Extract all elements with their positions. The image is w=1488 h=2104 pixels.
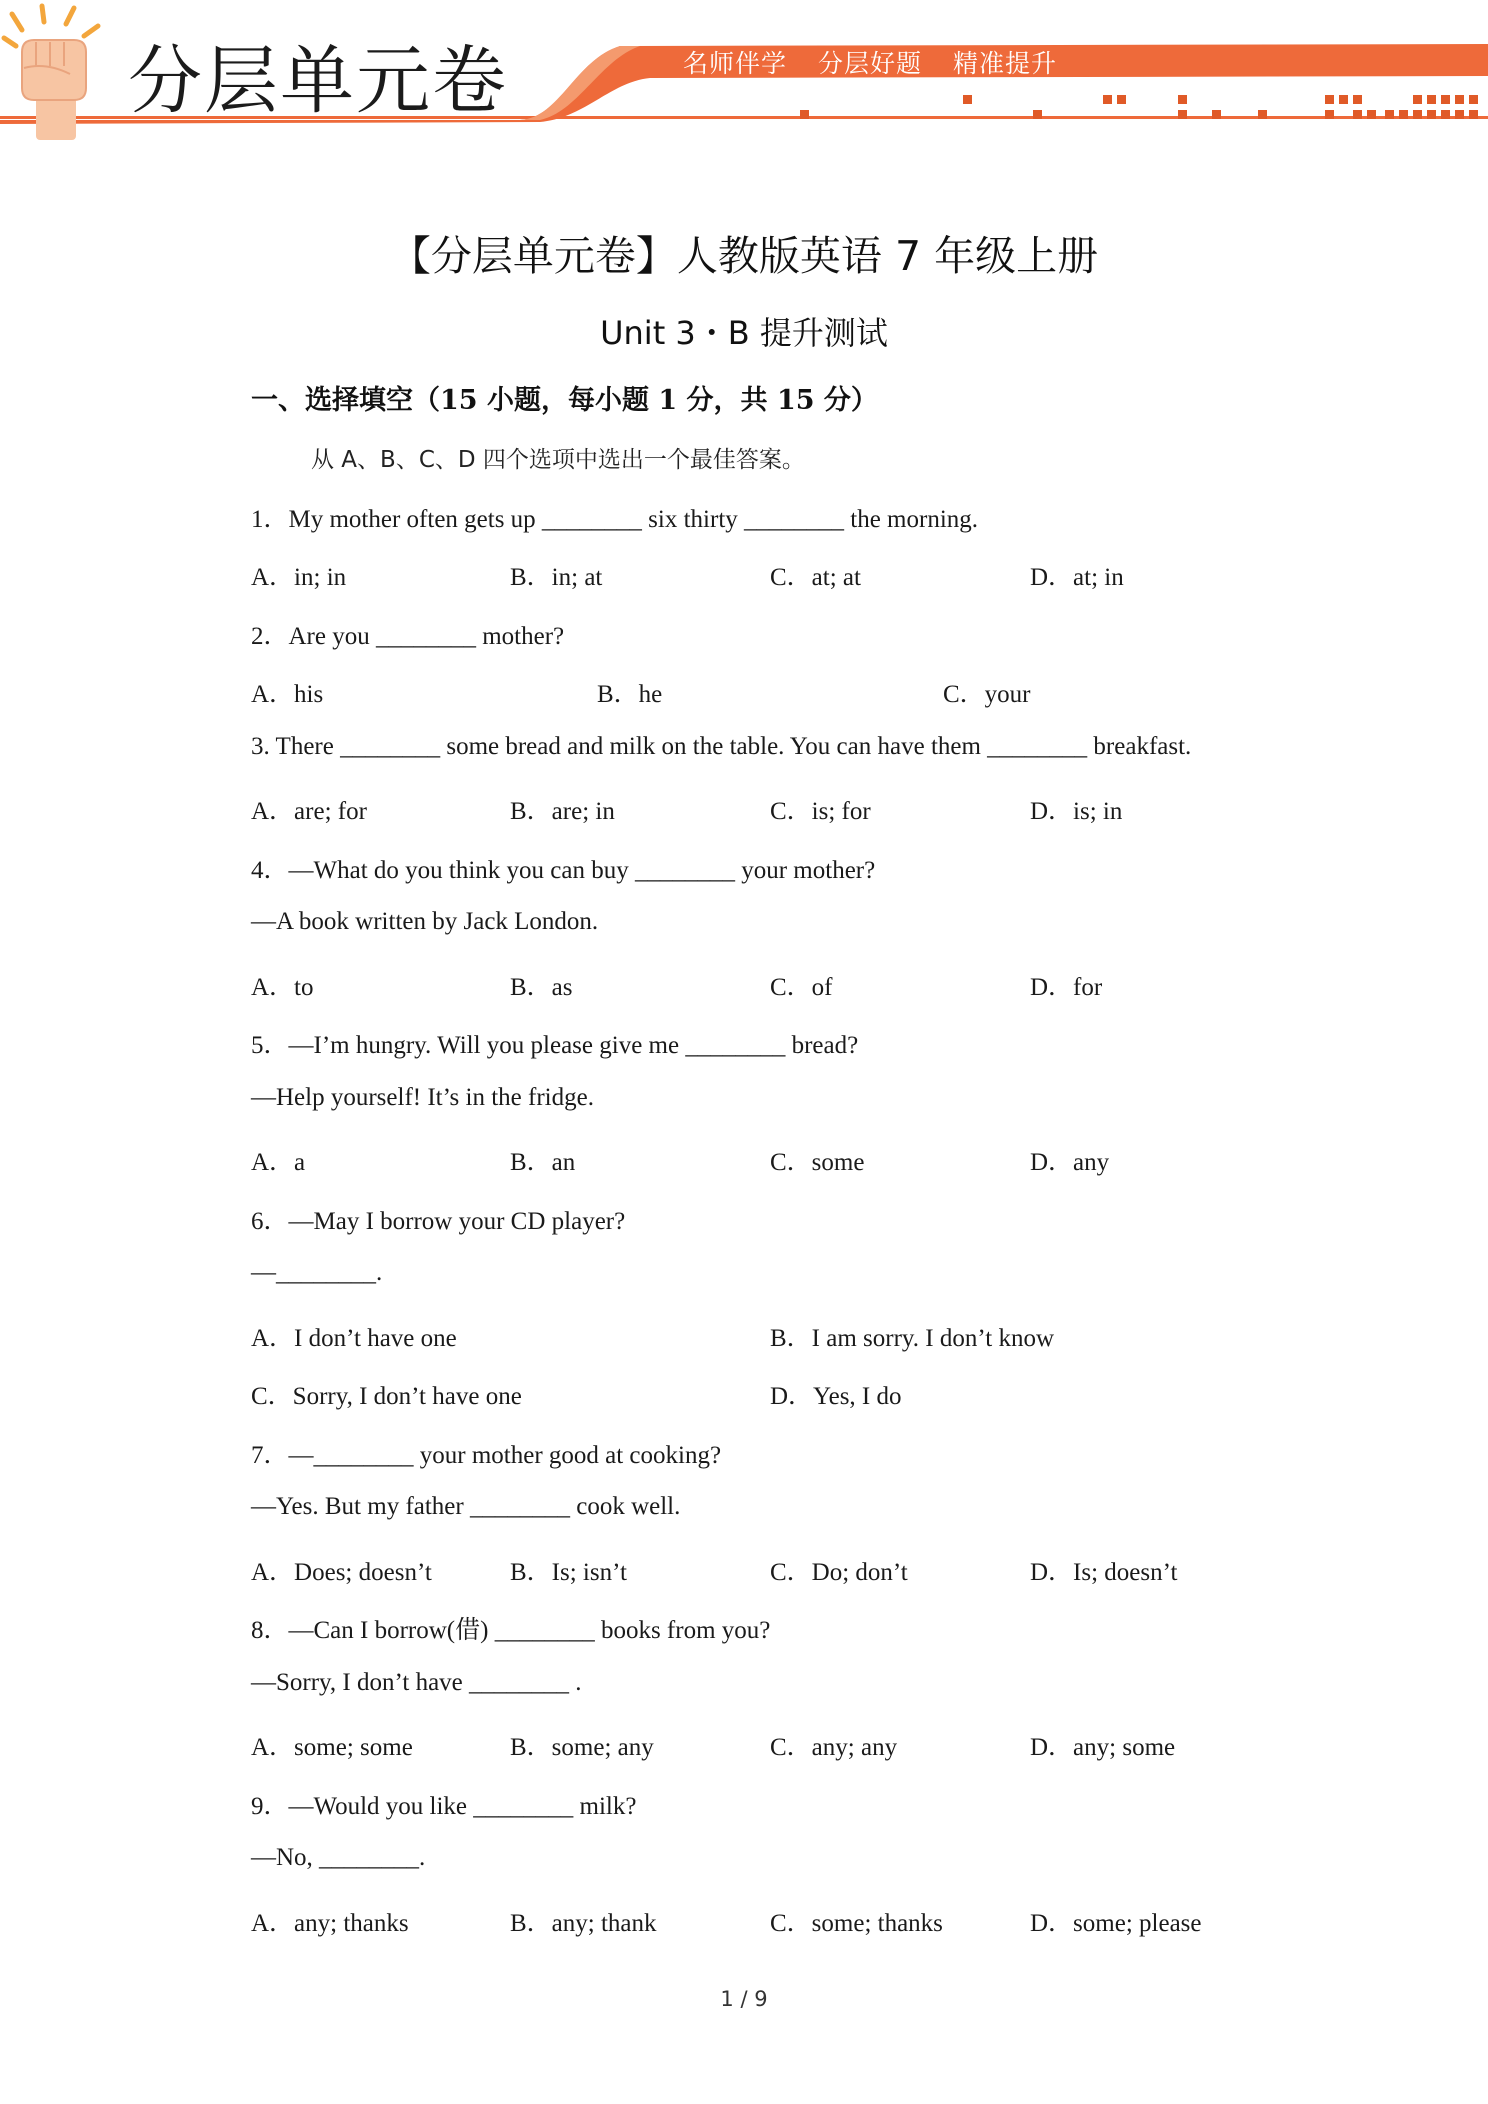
- question-stem: 8．—Can I borrow(借) ________ books from you?: [251, 1617, 771, 1644]
- option-c: C．some; thanks: [770, 1910, 943, 1937]
- option-c: C．Sorry, I don’t have one: [251, 1383, 522, 1410]
- question-response: —A book written by Jack London.: [251, 908, 599, 935]
- option-c: C．any; any: [770, 1734, 898, 1761]
- option-d: D．is; in: [1030, 798, 1123, 825]
- question-stem: 1．My mother often gets up ________ six thirty ________ the morning.: [251, 506, 979, 533]
- slogan-item: 分层好题: [817, 49, 922, 78]
- option-d: D．Is; doesn’t: [1030, 1559, 1178, 1586]
- option-d: D．Yes, I do: [770, 1383, 902, 1410]
- option-b: B．as: [510, 974, 573, 1001]
- section-instruction: 从 A、B、C、D 四个选项中选出一个最佳答案。: [311, 447, 805, 473]
- option-a: A．I don’t have one: [251, 1325, 457, 1352]
- question-stem: 4．—What do you think you can buy ________ your mother?: [251, 857, 876, 884]
- page-header: [0, 0, 1488, 150]
- option-a: A．any; thanks: [251, 1910, 409, 1937]
- option-d: D．for: [1030, 974, 1103, 1001]
- question-stem: 6．—May I borrow your CD player?: [251, 1208, 626, 1235]
- option-a: A．a: [251, 1149, 306, 1176]
- question-stem: 3. There ________ some bread and milk on the table. You can have them ________ breakfast.: [251, 733, 1192, 760]
- header-slogans: [683, 44, 1079, 80]
- option-d: D．some; please: [1030, 1910, 1202, 1937]
- option-c: C．of: [770, 974, 833, 1001]
- question-stem: 2．Are you ________ mother?: [251, 623, 565, 650]
- document-subtitle: Unit 3・B 提升测试: [600, 314, 888, 352]
- option-a: A．his: [251, 681, 324, 708]
- page-number: 1 / 9: [720, 1987, 768, 2011]
- option-c: C．at; at: [770, 564, 861, 591]
- question-stem: 7．—________ your mother good at cooking?: [251, 1442, 722, 1469]
- option-b: B．he: [597, 681, 663, 708]
- option-a: A．Does; doesn’t: [251, 1559, 432, 1586]
- option-b: B．in; at: [510, 564, 603, 591]
- option-d: D．any; some: [1030, 1734, 1176, 1761]
- slogan-item: 名师伴学: [683, 49, 788, 78]
- question-response: —Help yourself! It’s in the fridge.: [251, 1084, 594, 1111]
- question-stem: 5．—I’m hungry. Will you please give me ________ bread?: [251, 1032, 859, 1059]
- option-b: B．I am sorry. I don’t know: [770, 1325, 1054, 1352]
- question-response: —Sorry, I don’t have ________ .: [251, 1669, 582, 1696]
- option-b: B．Is; isn’t: [510, 1559, 627, 1586]
- option-d: D．at; in: [1030, 564, 1124, 591]
- option-b: B．an: [510, 1149, 576, 1176]
- option-a: A．in; in: [251, 564, 347, 591]
- question-stem: 9．—Would you like ________ milk?: [251, 1793, 637, 1820]
- option-a: A．to: [251, 974, 314, 1001]
- question-response: —No, ________.: [251, 1844, 426, 1871]
- slogan-item: 精准提升: [952, 49, 1057, 78]
- option-a: A．some; some: [251, 1734, 413, 1761]
- decorative-squares: [800, 95, 1478, 119]
- section-heading: 一、选择填空（15 小题，每小题 1 分，共 15 分）: [251, 385, 878, 416]
- option-b: B．some; any: [510, 1734, 654, 1761]
- option-d: D．any: [1030, 1149, 1110, 1176]
- fist-logo-icon: [4, 6, 98, 140]
- option-b: B．are; in: [510, 798, 615, 825]
- brand-title: 分层单元卷: [128, 38, 508, 124]
- option-c: C．is; for: [770, 798, 871, 825]
- document-title: 【分层单元卷】人教版英语 7 年级上册: [389, 232, 1099, 280]
- question-response: —Yes. But my father ________ cook well.: [251, 1493, 681, 1520]
- option-c: C．some: [770, 1149, 865, 1176]
- option-b: B．any; thank: [510, 1910, 657, 1937]
- question-response: —________.: [251, 1259, 383, 1286]
- option-a: A．are; for: [251, 798, 367, 825]
- option-c: C．Do; don’t: [770, 1559, 908, 1586]
- option-c: C．your: [943, 681, 1031, 708]
